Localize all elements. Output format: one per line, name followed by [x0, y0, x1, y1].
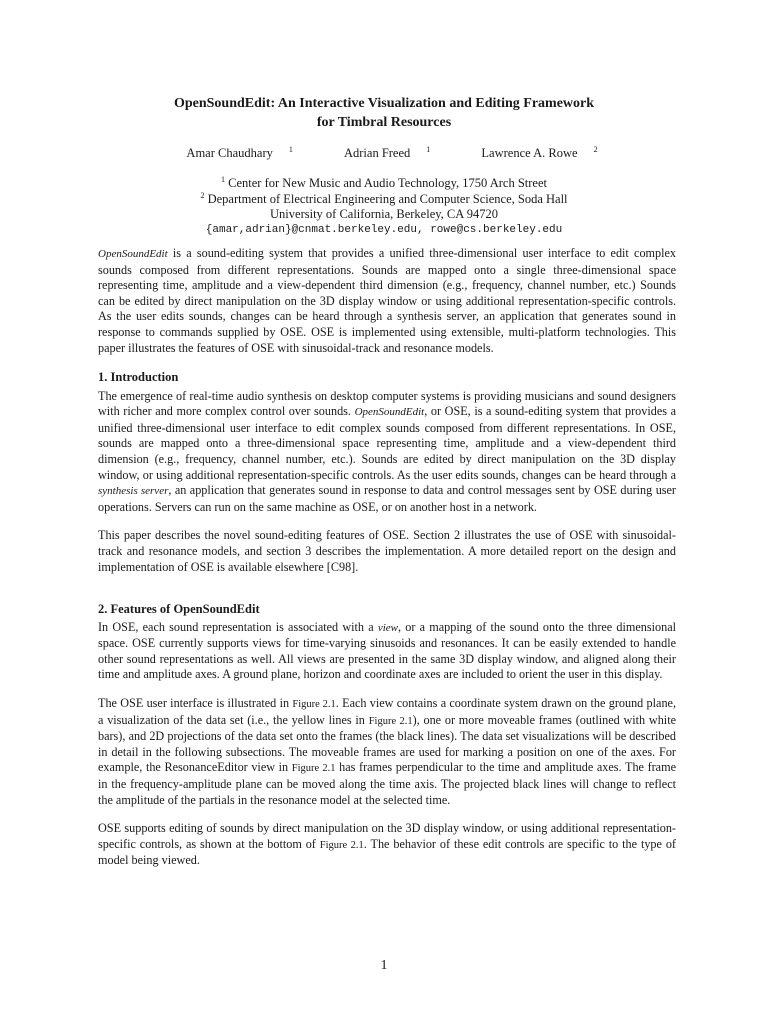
affil-mark: 1 [221, 174, 225, 184]
text-run: The OSE user interface is illustrated in [98, 695, 293, 710]
text-run: In OSE, each sound representation is associated with a [98, 619, 378, 634]
author-affil-mark: 2 [593, 144, 598, 154]
paragraph [98, 821, 676, 869]
paragraph [98, 620, 676, 683]
text-run: , or a mapping of the sound onto the three dimensional space. OSE currently supports views for time-varying sinusoids and resonances. It can be easily extended to handle other sound representations as well. All views are presented in the same 3D display window, and aligned along their time and amplitude axes. A ground plane, horizon and coordinate axes are included to orient the user in this display. [98, 619, 676, 682]
section-heading: 2. Features of OpenSoundEdit [98, 602, 260, 616]
affiliations [0, 176, 768, 238]
section-introduction [98, 370, 676, 575]
text-run-italic: view [377, 621, 399, 634]
text-run: OSE supports editing of sounds by direct manipulation on the 3D display window, or using additional representation-specific controls, as shown at the bottom of [98, 821, 676, 851]
author-name: Lawrence A. Rowe [481, 146, 578, 160]
section-features [98, 602, 676, 869]
author-affil-mark: 1 [288, 144, 293, 154]
abstract-lead: OpenSoundEdit [98, 248, 168, 260]
abstract-text: is a sound-editing system that provides a unified three-dimensional user interface to edit complex sounds composed from different representations. Sounds are mapped onto a single three-dimensional space representing time, amplitude and a view-dependent third dimension (e.g., frequency, channel number, etc.) Sounds can be edited by direct manipulation on the 3D display window or using additional representation-specific controls. As the user edits sounds, changes can be heard through a synthesis server, an application that generates sound in response to commands supplied by OSE. OSE is implemented using extensible, multi-platform technologies. This paper illustrates the features of OSE with sinusoidal-track and resonance models. [98, 246, 676, 355]
figure-reference: Figure 2.1 [368, 715, 413, 727]
affiliation-2 [0, 192, 768, 208]
paragraph [98, 696, 676, 808]
author-name: Adrian Freed [343, 146, 411, 160]
affil-text: Center for New Music and Audio Technology, 1750 Arch Street [225, 176, 547, 190]
figure-reference: Figure 2.1 [319, 839, 364, 851]
text-run: . Each view contains a coordinate system drawn on the ground plane, a visualization of the data set (i.e., the yellow lines in [98, 695, 676, 727]
author-list [0, 145, 768, 161]
title-line-2: for Timbral Resources [316, 115, 452, 130]
text-run: ), one or more moveable frames (outlined with white bars), and 2D projections of the data set onto the frames (the black lines). The data set visualizations will be described in detail in the following subsections. The moveable frames are used for marking a position on one of the axes. For example, the ResonanceEditor view in [98, 712, 676, 775]
text-run-italic: OpenSoundEdit [354, 406, 425, 419]
text-run: , or OSE, is a sound-editing system that provides a unified three-dimensional user interface to edit complex sounds composed from different representations. In OSE, sounds are mapped onto a three-dimensional space representing time, amplitude and a view-dependent third dimension (e.g., frequency, channel number, etc.). Sounds are edited by direct manipulation on the 3D display window, or using additional representation-specific controls. As the user edits sounds, changes can be heard through a [98, 404, 676, 482]
author [465, 145, 597, 161]
figure-reference: Figure 2.1 [291, 763, 336, 775]
author [170, 145, 292, 161]
author [328, 145, 430, 161]
text-run: , an application that generates sound in response to data and control messages sent by OSE during user operations. Servers can run on the same machine as OSE, or on another host in a network. [98, 483, 676, 514]
text-run: has frames perpendicular to the time and amplitude axes. The frame in the frequency-amplitude plane can be moved along the time axis. The projected black lines will change to reflect the amplitude of the partials in the resonance model at the selected time. [98, 760, 676, 807]
figure-reference: Figure 2.1 [292, 698, 336, 710]
abstract [98, 246, 676, 356]
paper-title [0, 94, 768, 132]
author-affil-mark: 1 [426, 144, 431, 154]
text-run: The emergence of real-time audio synthesis on desktop computer systems is providing musicians and sound designers with richer and more complex control over sounds. [98, 388, 676, 419]
paragraph [98, 389, 676, 516]
university: University of California, Berkeley, CA 94720 [270, 207, 498, 221]
paragraph: This paper describes the novel sound-editing features of OSE. Section 2 illustrates the use of OSE with sinusoidal-track and resonance models, and section 3 describes the implementation. A more detailed report on the design and implementation of OSE is available elsewhere [C98]. [98, 528, 676, 574]
section-heading: 1. Introduction [98, 370, 179, 384]
title-line-1: OpenSoundEdit: An Interactive Visualization and Editing Framework [173, 96, 595, 111]
author-name: Amar Chaudhary [186, 146, 273, 160]
page-number: 1 [380, 958, 388, 973]
text-run-italic: synthesis server [98, 485, 169, 498]
affil-mark: 2 [200, 190, 205, 200]
author-emails: {amar,adrian}@cnmat.berkeley.edu, rowe@cs.berkeley.edu [205, 223, 563, 236]
text-run: . The behavior of these edit controls are specific to the type of model being viewed. [98, 836, 676, 868]
affil-text: Department of Electrical Engineering and Computer Science, Soda Hall [204, 191, 568, 206]
affiliation-1 [0, 176, 768, 192]
